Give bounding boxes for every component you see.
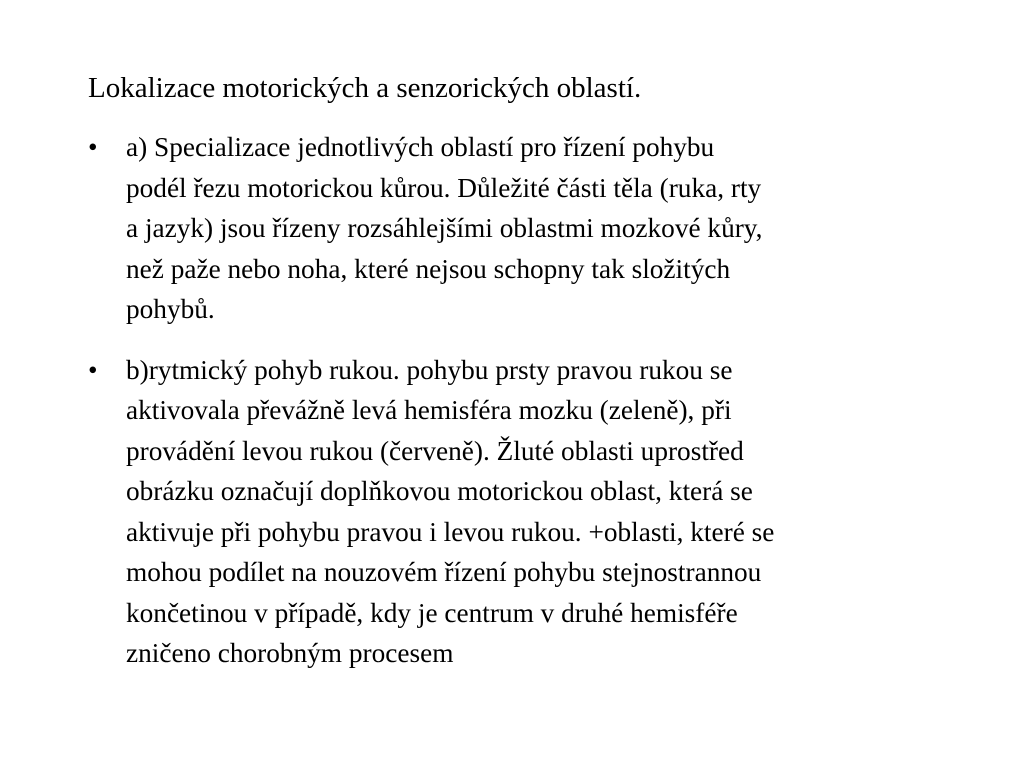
bullet-item-b [88, 350, 958, 674]
bullet-a-line-2: podél řezu motorickou kůrou. Důležité části těla (ruka, rty [126, 172, 762, 203]
bullet-b-line-2: aktivovala převážně levá hemisféra mozku (zeleně), při [126, 395, 732, 425]
bullet-b-line-8: zničeno chorobným procesem [126, 638, 454, 668]
bullet-a-line-3: a jazyk) jsou řízeny rozsáhlejšími oblastmi mozkové kůry, [126, 213, 763, 243]
bullet-a-line-1: a) Specializace jednotlivých oblastí pro řízení pohybu [126, 132, 715, 162]
bullet-b-line-6: mohou podílet na nouzovém řízení pohybu stejnostrannou [126, 557, 762, 587]
bullet-b-line-7: končetinou v případě, kdy je centrum v druhé hemisféře [126, 597, 738, 628]
bullet-a-line-5: pohybů. [126, 294, 215, 324]
bullet-b-line-5: aktivuje při pohybu pravou i levou rukou. +oblasti, které se [126, 516, 775, 547]
bullet-dot-icon: • [88, 354, 98, 385]
bullet-b-line-3: provádění levou rukou (červeně). Žluté oblasti uprostřed [126, 435, 744, 466]
slide-title: Lokalizace motorických a senzorických oblastí. [88, 72, 642, 104]
bullet-b-line-4: obrázku označují doplňkovou motorickou oblast, která se [126, 476, 753, 506]
bullet-a-line-4: než paže nebo noha, které nejsou schopny tak složitých [126, 253, 731, 284]
bullet-b-line-1: b)rytmický pohyb rukou. pohybu prsty pravou rukou se [126, 354, 733, 385]
bullet-dot-icon: • [88, 132, 98, 162]
bullet-item-a [88, 127, 958, 330]
bullet-list [88, 127, 958, 694]
